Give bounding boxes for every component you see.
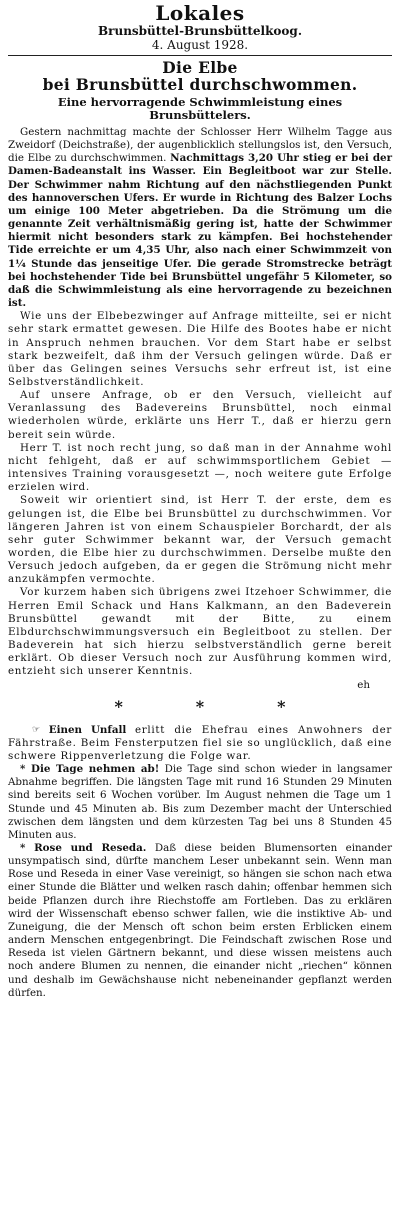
paragraph-6: Vor kurzem haben sich übrigens zwei Itzehoer Schwimmer, die Herren Emil Schack und Hans Kalkmann, an den Badeverein Brunsbüttel gewandt mit der Bitte, zu einem Elbdurchschwimmungsversuch ein Begleitboot zu stellen. Der Badeverein hat sich hierzu selbstverständlich gerne bereit erklärt. Ob dieser Versuch noch zur Ausführung kommen wird, entzieht sich unserer Kenntnis. [8, 586, 392, 678]
notice-accident [8, 724, 392, 763]
section-title: Lokales [155, 1, 245, 25]
paragraph-1 [8, 126, 392, 310]
section-separator [8, 696, 392, 718]
notice-days-text: Die Tage sind schon wieder in langsamer Abnahme begriffen. Die längsten Tage mit rund 16 Stunden 29 Minuten sind bereits seit 6 Wochen vorüber. Im August nehmen die Tage um 1 Stunde und 45 Minuten ab. Bis zum Dezember macht der Unterschied zwischen dem längsten und dem kürzesten Tag bei uns 8 Stunden 45 Minuten aus. [8, 763, 392, 841]
notice-days [8, 763, 392, 842]
headline-line-1: Die Elbe [162, 58, 238, 77]
issue-date: 4. August 1928. [151, 38, 249, 52]
paragraph-3: Auf unsere Anfrage, ob er den Versuch, vielleicht auf Veranlassung des Badevereins Brunsbüttel, noch einmal wiederholen würde, erklärte uns Herr T., daß er hierzu gern bereit sein würde. [8, 389, 392, 441]
dateline: Brunsbüttel-Brunsbüttelkoog. [98, 24, 302, 38]
separator-star: * [277, 696, 286, 716]
paragraph-1-intro: Gestern nachmittag machte der Schlosser Herr Wilhelm Tagge aus Zweidorf (Deichstraße), der augenblicklich stellungslos ist, den Versuch, die Elbe zu durchschwimmen. [8, 126, 392, 165]
pointing-hand-icon: ☞ [32, 724, 41, 735]
paragraph-1-bold: Nachmittags 3,20 Uhr stieg er bei der Damen-Badeanstalt ins Wasser. Ein Begleitboot war zur Stelle. Der Schwimmer nahm Richtung auf den nächstliegenden Punkt des hannoverschen Ufers. Er wurde in Richtung des Balzer Lochs um einige 100 Meter abgetrieben. Da die Strömung um die genannte Zeit verhältnismäßig gering ist, hatte der Schwimmer hiermit nicht besonders stark zu kämpfen. Bei hochstehender Tide erreichte er um 4,35 Uhr, also nach einer Schwimmzeit von 1¼ Stunde das jenseitige Ufer. Die gerade Stromstrecke beträgt bei hochstehender Tide bei Brunsbüttel ungefähr 5 Kilometer, so daß die Schwimmleistung als eine hervorragende zu bezeichnen ist. [8, 152, 393, 310]
separator-star: * [195, 696, 205, 716]
headline-line-2: bei Brunsbüttel durchschwommen. [42, 75, 358, 94]
local-notices [8, 724, 392, 1000]
notice-roses [8, 842, 392, 1000]
notice-roses-title: * Rose und Reseda. [20, 841, 147, 854]
author-initials: eh [357, 678, 370, 691]
separator-star: * [114, 696, 123, 716]
article-subhead: Eine hervorragende Schwimmleistung eines Brunsbüttelers. [57, 95, 343, 122]
paragraph-4: Herr T. ist noch recht jung, so daß man in der Annahme wohl nicht fehlgeht, daß er auf schwimmsportlichem Gebiet — intensives Training vorausgesetzt —, noch weitere gute Erfolge erzielen wird. [8, 441, 392, 494]
notice-roses-text: Daß diese beiden Blumensorten einander unsympatisch sind, dürfte manchem Leser unbekannt sein. Wenn man Rose und Reseda in einer Vase vereinigt, so hängen sie schon nach etwa einer Stunde die Blätter und welken rasch dahin; offenbar hemmen sich beide Pflanzen durch ihre Riechstoffe am Fortleben. Das zu erklären wird der Wissenschaft ebenso schwer fallen, wie die instiktive Ab- und Zuneigung, die der Mensch oft schon beim ersten Erblicken einem andern Menschen entgegenbringt. Die Feindschaft zwischen Rose und Reseda ist vielen Gärtnern bekannt, und diese wissen meistens auch noch andere Blumen zu nennen, die einander nicht „riechen“ können und deshalb im Gewächshause nicht nebeneinander gepflanzt werden dürfen. [8, 841, 392, 999]
notice-days-title: * Die Tage nehmen ab! [20, 763, 160, 776]
notice-accident-text: erlitt die Ehefrau eines Anwohners der Fährstraße. Beim Fensterputzen fiel sie so unglücklich, daß eine schwere Rippenverletzung die Folge war. [8, 723, 392, 762]
newspaper-page [0, 2, 400, 1207]
paragraph-5: Soweit wir orientiert sind, ist Herr T. der erste, dem es gelungen ist, die Elbe bei Brunsbüttel zu durchschwimmen. Vor längeren Jahren ist von einem Schauspieler Borchardt, der als sehr guter Schwimmer bekannt war, der Versuch gemacht worden, die Elbe hier zu durchschwimmen. Derselbe mußte den Versuch jedoch aufgeben, da er gegen die Strömung nicht mehr anzukämpfen vermochte. [8, 494, 392, 586]
notice-accident-title: Einen Unfall [48, 723, 127, 736]
paragraph-2: Wie uns der Elbebezwinger auf Anfrage mitteilte, sei er nicht sehr stark ermattet gewesen. Die Hilfe des Bootes habe er nicht in Anspruch nehmen brauchen. Vor dem Start habe er selbst stark bezweifelt, daß ihm der Versuch gelingen würde. Daß er über das Gelingen seines Versuchs sehr erfreut ist, ist eine Selbstverständlichkeit. [8, 310, 392, 388]
article-headline [8, 55, 392, 93]
article-body [8, 126, 392, 679]
